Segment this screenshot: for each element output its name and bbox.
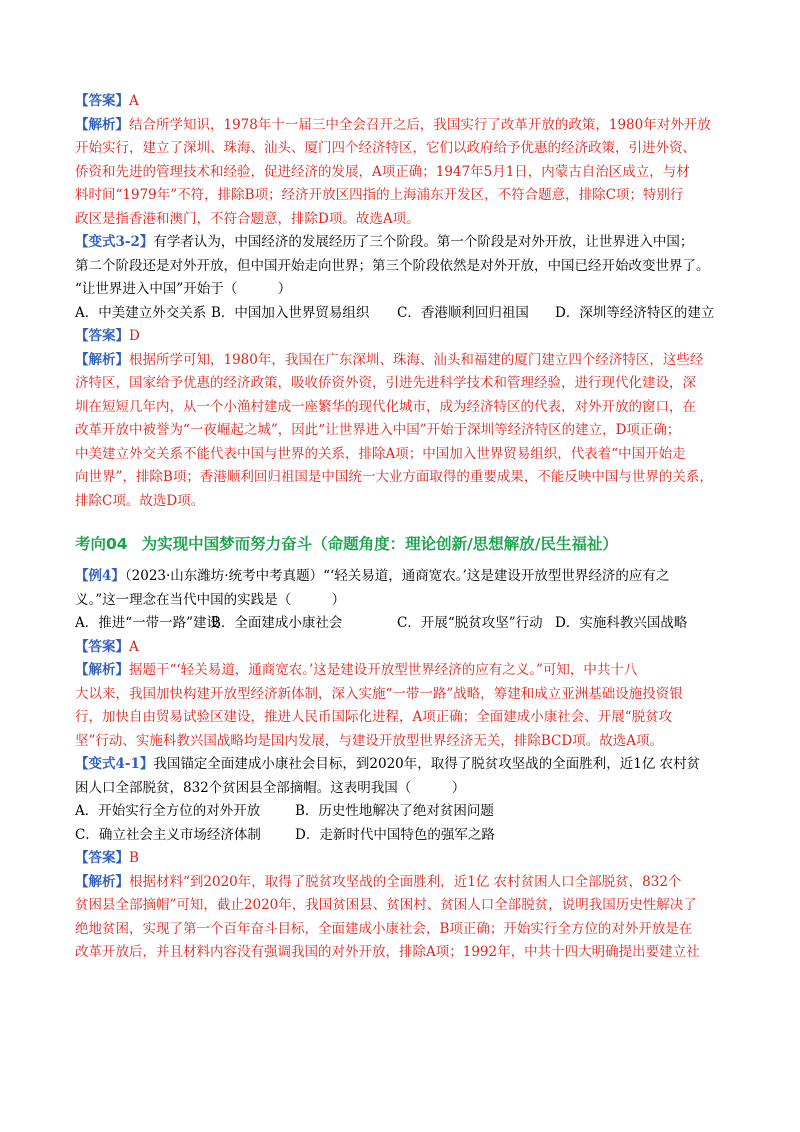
options-row xyxy=(75,825,735,845)
analysis-line xyxy=(75,684,735,704)
option-c[interactable]: C．开展“脱贫攻坚”行动 xyxy=(397,615,543,631)
options-row xyxy=(75,303,735,323)
analysis-line xyxy=(75,660,735,680)
question-text: 困人口全部脱贫，832个贫困县全部摘帽。这表明我国（ ） xyxy=(75,779,466,796)
analysis-text: 行，加快自由贸易试验区建设，推进人民币国际化进程，A项正确；全面建成小康社会、开展“脱贫攻 xyxy=(75,709,673,725)
analysis-line xyxy=(75,895,735,915)
answer-line xyxy=(75,637,735,657)
analysis-text: 据题干“‘轻关易道，通商宽农。’这是建设开放型世界经济的应有之义。”可知，中共十八 xyxy=(129,662,638,678)
analysis-text: 侨资和先进的管理技术和经验，促进经济的发展，A项正确；1947年5月1日，内蒙古自治区成立，与材 xyxy=(75,163,690,180)
answer-line xyxy=(75,91,735,111)
answer-value: A xyxy=(129,93,139,109)
option-b[interactable]: B．中国加入世界贸易组织 xyxy=(211,304,370,321)
analysis-line xyxy=(75,919,735,939)
analysis-line xyxy=(75,872,735,892)
answer-label: 【答案】 xyxy=(75,850,129,866)
analysis-line xyxy=(75,467,735,487)
option-c[interactable]: C．香港顺利回归祖国 xyxy=(397,304,529,321)
question-text: “让世界进入中国”开始于（ ） xyxy=(75,281,292,297)
options-row xyxy=(75,801,735,821)
question-line xyxy=(75,590,735,610)
answer-line xyxy=(75,848,735,868)
heading-prefix: 考向04 xyxy=(75,535,128,553)
question-label: 【变式4-1】 xyxy=(75,756,154,772)
answer-value: D xyxy=(129,328,140,344)
analysis-line xyxy=(75,373,735,393)
analysis-text: 根据材料“到2020年，取得了脱贫攻坚战的全面胜利，近1亿 农村贫困人口全部脱贫，832个 xyxy=(129,873,682,890)
analysis-label: 【解析】 xyxy=(75,873,129,890)
analysis-text: 开始实行，建立了深圳、珠海、汕头、厦门四个经济特区，它们以政府给予优惠的经济政策，引进外资、 xyxy=(75,140,696,156)
section-heading xyxy=(75,532,735,556)
analysis-text: 圳在短短几年内，从一个小渔村建成一座繁华的现代化城市，成为经济特区的代表，对外开放的窗口，在 xyxy=(75,398,696,415)
analysis-text: 排除C项。故选D项。 xyxy=(75,492,205,509)
options-row xyxy=(75,613,735,633)
analysis-text: 贫困县全部摘帽”可知，截止2020年，我国贫困县、贫困村、贫困人口全部脱贫，说明我国历史性解决了 xyxy=(75,897,697,913)
analysis-line xyxy=(75,209,735,229)
analysis-label: 【解析】 xyxy=(75,116,129,133)
analysis-line xyxy=(75,138,735,158)
option-d[interactable]: D．实施科教兴国战略 xyxy=(555,615,688,631)
analysis-line xyxy=(75,350,735,370)
question-text: 有学者认为，中国经济的发展经历了三个阶段。第一个阶段是对外开放，让世界进入中国； xyxy=(153,234,694,250)
analysis-line xyxy=(75,707,735,727)
analysis-text: 向世界”，排除B项；香港顺利回归祖国是中国统一大业方面取得的重要成果，不能反映中国与世界的关系， xyxy=(75,469,713,485)
option-a[interactable]: A．推进“一带一路”建设 xyxy=(75,615,221,631)
analysis-text: 改革开放中被誉为“一夜崛起之城”，因此“让世界进入中国”开始于深圳等经济特区的建立，D项正确； xyxy=(75,422,681,438)
option-d[interactable]: D．走新时代中国特色的强军之路 xyxy=(295,826,495,843)
analysis-text: 济特区，国家给予优惠的经济政策，吸收侨资外资，引进先进科学技术和管理经验，进行现代化建设，深 xyxy=(75,375,696,391)
option-d[interactable]: D．深圳等经济特区的建立 xyxy=(555,304,715,321)
question-line xyxy=(75,754,735,774)
answer-label: 【答案】 xyxy=(75,328,129,344)
question-label: 【变式3-2】 xyxy=(75,234,154,250)
analysis-line xyxy=(75,115,735,135)
question-line xyxy=(75,778,735,798)
analysis-text: 坚”行动、实施科教兴国战略均是国内发展，与建设开放型世界经济无关，排除BCD项。故选A项。 xyxy=(75,732,663,749)
analysis-text: 结合所学知识，1978年十一届三中全会召开之后，我国实行了改革开放的政策，1980年对外开放 xyxy=(129,116,711,133)
answer-line xyxy=(75,326,735,346)
question-text: 第二个阶段还是对外开放，但中国开始走向世界；第三个阶段依然是对外开放，中国已经开始改变世界了。 xyxy=(75,257,710,274)
analysis-text: 政区是指香港和澳门，不符合题意，排除D项。故选A项。 xyxy=(75,210,420,227)
analysis-text: 绝地贫困，实现了第一个百年奋斗目标，全面建成小康社会，B项正确；开始实行全方位的对外开放是在 xyxy=(75,920,693,937)
question-line xyxy=(75,279,735,299)
analysis-line xyxy=(75,444,735,464)
answer-label: 【答案】 xyxy=(75,638,129,655)
answer-value: A xyxy=(129,638,139,655)
analysis-line xyxy=(75,942,735,962)
question-line xyxy=(75,256,735,276)
option-c[interactable]: C．确立社会主义市场经济体制 xyxy=(75,826,261,843)
option-b[interactable]: B．历史性地解决了绝对贫困问题 xyxy=(295,803,494,819)
analysis-line xyxy=(75,397,735,417)
question-label: 【例4】 xyxy=(75,568,125,584)
analysis-line xyxy=(75,420,735,440)
option-a[interactable]: A．开始实行全方位的对外开放 xyxy=(75,803,261,819)
analysis-label: 【解析】 xyxy=(75,351,129,368)
question-line xyxy=(75,566,735,586)
question-line xyxy=(75,232,735,252)
analysis-line xyxy=(75,162,735,182)
analysis-label: 【解析】 xyxy=(75,662,129,678)
heading-text: 为实现中国梦而努力奋斗（命题角度：理论创新/思想解放/民生福祉） xyxy=(141,535,618,553)
analysis-text: 大以来，我国加快构建开放型经济新体制，深入实施“一带一路”战略，筹建和成立亚洲基础设施投资银 xyxy=(75,685,683,702)
answer-value: B xyxy=(129,850,139,866)
analysis-text: 改革开放后，并且材料内容没有强调我国的对外开放，排除A项；1992年，中共十四大明确提出要建立社 xyxy=(75,944,700,960)
analysis-line xyxy=(75,731,735,751)
analysis-text: 根据所学可知，1980年，我国在广东深圳、珠海、汕头和福建的厦门建立四个经济特区，这些经 xyxy=(129,351,704,368)
option-a[interactable]: A．中美建立外交关系 xyxy=(75,304,207,321)
analysis-line xyxy=(75,491,735,511)
analysis-text: 中美建立外交关系不能代表中国与世界的关系，排除A项；中国加入世界贸易组织，代表着“中国开始走 xyxy=(75,445,686,462)
question-text: （2023·山东潍坊·统考中考真题）“‘轻关易道，通商宽农。’这是建设开放型世界经济的应有之 xyxy=(124,568,670,584)
answer-label: 【答案】 xyxy=(75,93,129,109)
question-text: 我国锚定全面建成小康社会目标，到2020年，取得了脱贫攻坚战的全面胜利，近1亿 农村贫 xyxy=(153,756,701,772)
question-text: 义。”这一理念在当代中国的实践是（ ） xyxy=(75,591,346,608)
analysis-line xyxy=(75,185,735,205)
analysis-text: 料时间“1979年”不符，排除B项；经济开放区四指的上海浦东开发区，不符合题意，排除C项；特别行 xyxy=(75,187,684,203)
option-b[interactable]: B．全面建成小康社会 xyxy=(211,615,343,631)
